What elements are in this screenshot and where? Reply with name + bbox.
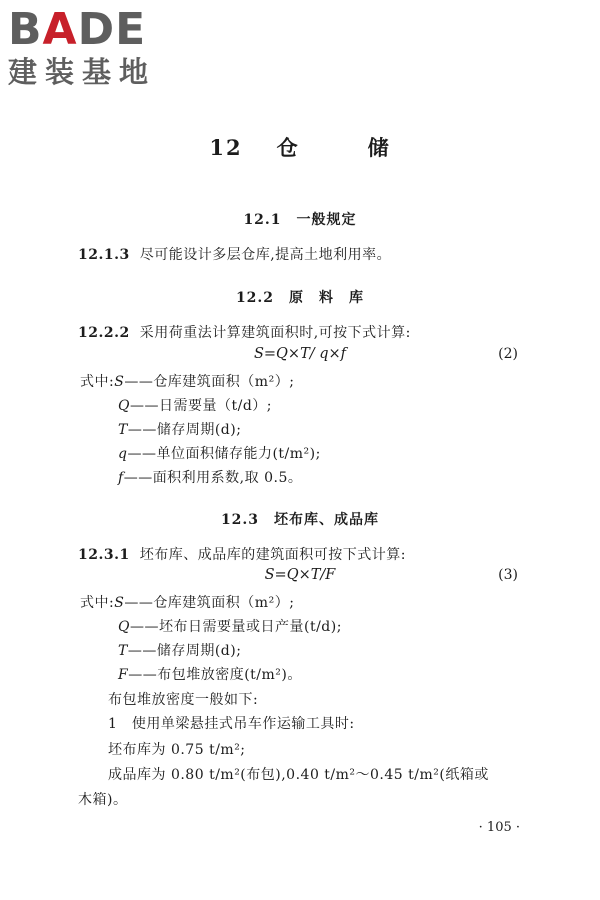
section-heading: 12.2 原 料 库 <box>235 290 365 306</box>
chapter-title: 12 仓 储 <box>209 135 391 160</box>
logo-chinese-text: 建装基地 <box>8 55 157 89</box>
definition-line: T——储存周期(d); <box>118 643 242 659</box>
formula: S=Q×T/ q×f <box>253 346 347 362</box>
definition-line: Q——坯布日需要量或日产量(t/d); <box>118 619 342 635</box>
note-line: 木箱)。 <box>78 792 128 808</box>
logo-wordmark: BADE <box>8 4 147 55</box>
note-line: 坯布库为 0.75 t/m²; <box>108 742 246 758</box>
definition-line: 式中:S——仓库建筑面积（m²）; <box>80 595 295 611</box>
clause: 12.1.3 尽可能设计多层仓库,提高土地利用率。 <box>78 247 392 263</box>
note-line: 1 使用单梁悬挂式吊车作运输工具时: <box>108 716 355 732</box>
definition-line: Q——日需要量（t/d）; <box>118 398 273 414</box>
clause: 12.2.2 采用荷重法计算建筑面积时,可按下式计算: <box>78 325 411 341</box>
definition-line: T——储存周期(d); <box>118 422 242 438</box>
definition-line: f——面积利用系数,取 0.5。 <box>118 470 303 486</box>
section-heading: 12.3 坯布库、成品库 <box>220 512 380 528</box>
definition-line: 式中:S——仓库建筑面积（m²）; <box>80 374 295 390</box>
formula: S=Q×T/F <box>264 567 336 583</box>
note-line: 布包堆放密度一般如下: <box>108 692 259 708</box>
section-heading: 12.1 一般规定 <box>243 212 357 228</box>
note-line: 成品库为 0.80 t/m²(布包),0.40 t/m²～0.45 t/m²(纸箱或 <box>108 767 489 783</box>
equation-number: (2) <box>498 346 518 362</box>
clause: 12.3.1 坯布库、成品库的建筑面积可按下式计算: <box>78 547 406 563</box>
equation-number: (3) <box>498 567 518 583</box>
definition-line: q——单位面积储存能力(t/m²); <box>118 446 321 462</box>
logo <box>8 6 178 88</box>
page-number: · 105 · <box>478 820 520 835</box>
definition-line: F——布包堆放密度(t/m²)。 <box>118 667 302 683</box>
